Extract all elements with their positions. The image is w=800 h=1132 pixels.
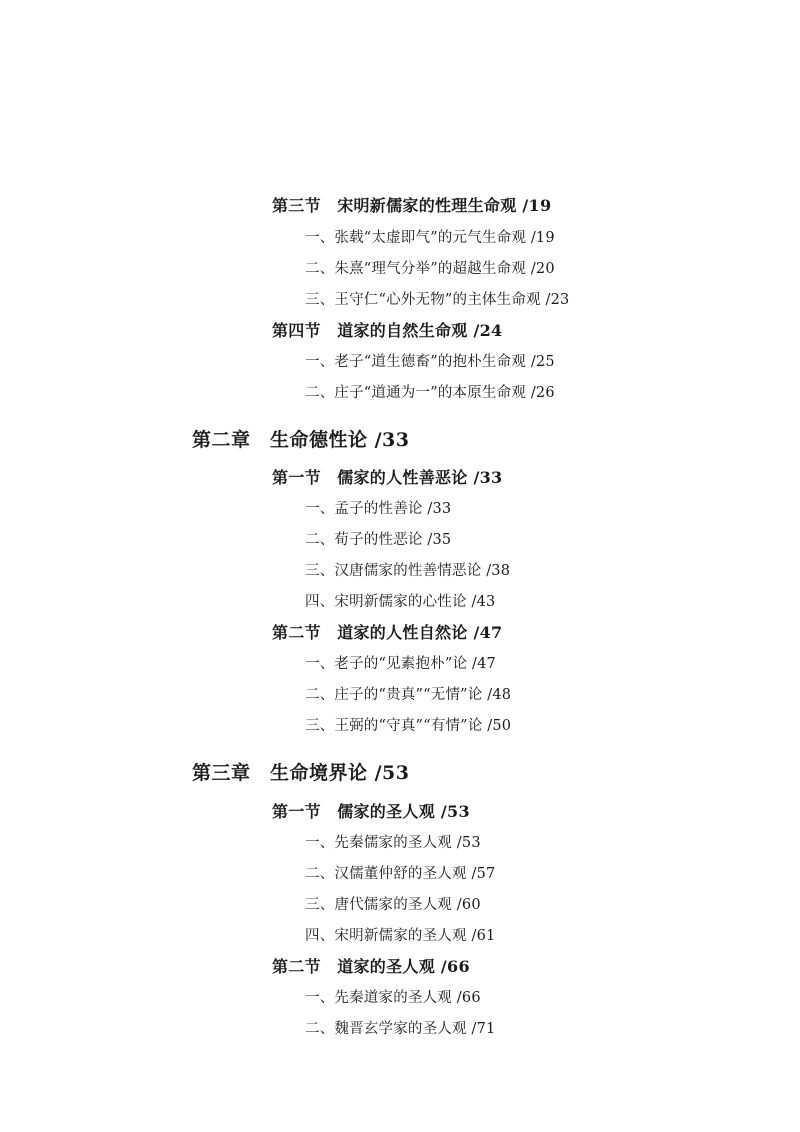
toc-item[interactable]: 三、王弼的“守真”“有情”论 /50 [305, 718, 512, 734]
toc-section[interactable]: 第一节 儒家的人性善恶论 /33 [272, 468, 503, 487]
toc-section[interactable]: 第三节 宋明新儒家的性理生命观 /19 [272, 196, 552, 215]
toc-item[interactable]: 一、孟子的性善论 /33 [305, 501, 452, 517]
toc-item[interactable]: 二、魏晋玄学家的圣人观 /71 [305, 1021, 496, 1037]
toc-section[interactable]: 第四节 道家的自然生命观 /24 [272, 321, 503, 340]
toc-item[interactable]: 一、老子“道生德畜”的抱朴生命观 /25 [305, 354, 555, 370]
toc-item[interactable]: 二、朱熹“理气分举”的超越生命观 /20 [305, 261, 555, 277]
toc-item[interactable]: 二、庄子“道通为一”的本原生命观 /26 [305, 385, 555, 401]
toc-item[interactable]: 四、宋明新儒家的圣人观 /61 [305, 928, 496, 944]
toc-section[interactable]: 第一节 儒家的圣人观 /53 [272, 802, 470, 821]
toc-item[interactable]: 三、王守仁“心外无物”的主体生命观 /23 [305, 292, 570, 308]
toc-item[interactable]: 一、先秦道家的圣人观 /66 [305, 990, 481, 1006]
toc-item[interactable]: 一、先秦儒家的圣人观 /53 [305, 835, 481, 851]
toc-section[interactable]: 第二节 道家的圣人观 /66 [272, 957, 470, 976]
toc-item[interactable]: 二、荀子的性恶论 /35 [305, 532, 452, 548]
toc-item[interactable]: 四、宋明新儒家的心性论 /43 [305, 594, 496, 610]
toc-item[interactable]: 三、汉唐儒家的性善情恶论 /38 [305, 563, 511, 579]
toc-item[interactable]: 三、唐代儒家的圣人观 /60 [305, 897, 481, 913]
toc-item[interactable]: 二、庄子的“贵真”“无情”论 /48 [305, 687, 512, 703]
toc-item[interactable]: 一、张载“太虚即气”的元气生命观 /19 [305, 230, 555, 246]
toc-section[interactable]: 第二节 道家的人性自然论 /47 [272, 623, 503, 642]
toc-chapter[interactable]: 第二章 生命德性论 /33 [192, 429, 410, 451]
toc-chapter[interactable]: 第三章 生命境界论 /53 [192, 762, 410, 784]
toc-item[interactable]: 二、汉儒董仲舒的圣人观 /57 [305, 866, 496, 882]
toc-item[interactable]: 一、老子的“见素抱朴”论 /47 [305, 656, 496, 672]
